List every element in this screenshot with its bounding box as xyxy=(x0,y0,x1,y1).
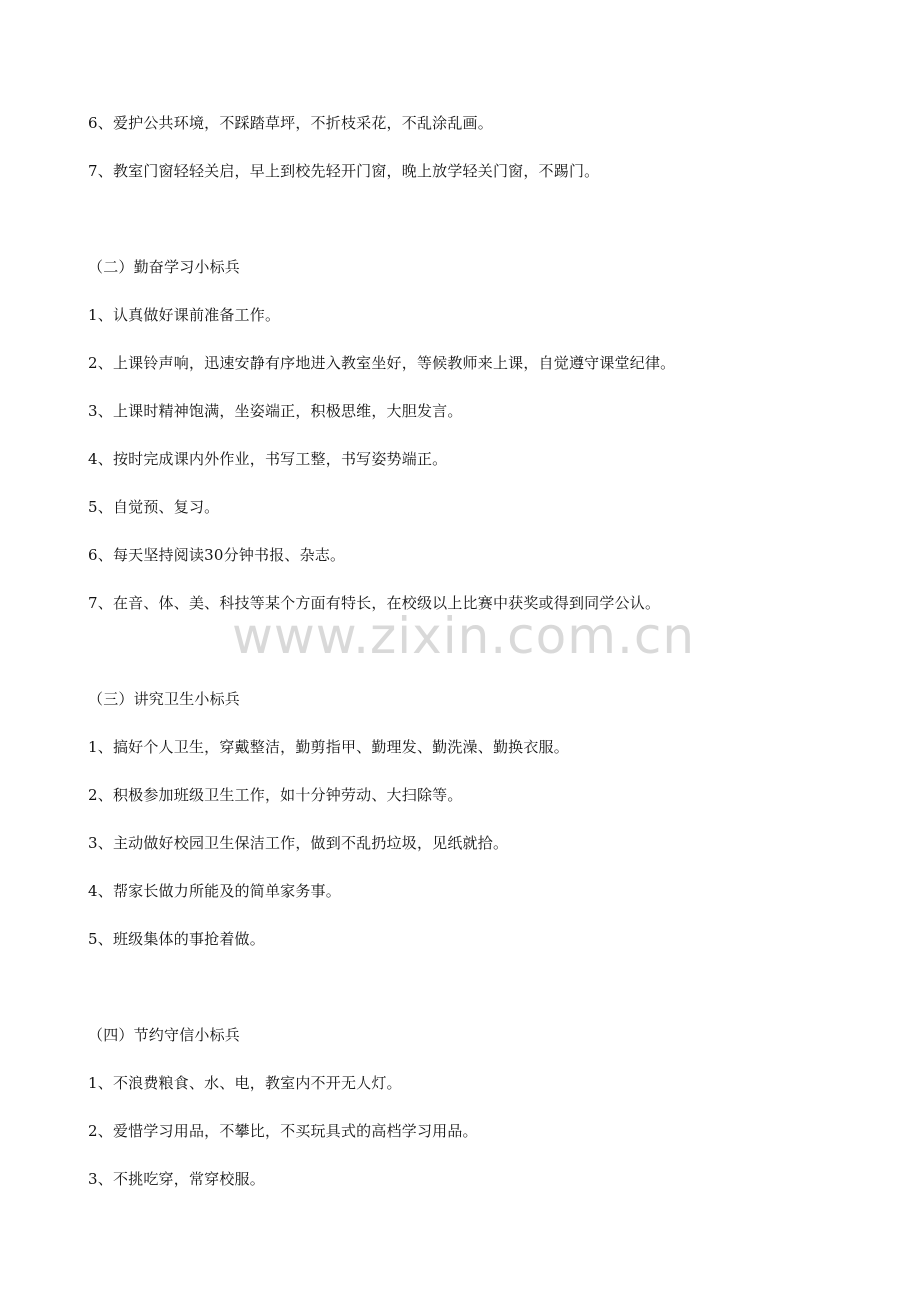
watermark: www.zixin.com.cn xyxy=(232,607,696,665)
rule-item: 7、教室门窗轻轻关启，早上到校先轻开门窗，晚上放学轻关门窗，不踢门。 xyxy=(88,162,600,180)
rule-item: 2、爱惜学习用品，不攀比，不买玩具式的高档学习用品。 xyxy=(88,1122,478,1140)
rule-item: 3、上课时精神饱满，坐姿端正，积极思维，大胆发言。 xyxy=(88,402,463,420)
rule-item: 6、每天坚持阅读30分钟书报、杂志。 xyxy=(88,546,346,564)
rule-item: 6、爱护公共环境，不踩踏草坪，不折枝采花，不乱涂乱画。 xyxy=(88,114,493,132)
rule-item: 1、认真做好课前准备工作。 xyxy=(88,306,281,324)
section-heading: （三）讲究卫生小标兵 xyxy=(88,690,241,708)
rule-item: 5、自觉预、复习。 xyxy=(88,498,220,516)
rule-item: 4、帮家长做力所能及的简单家务事。 xyxy=(88,882,341,900)
section-heading: （二）勤奋学习小标兵 xyxy=(88,258,241,276)
rule-item: 7、在音、体、美、科技等某个方面有特长，在校级以上比赛中获奖或得到同学公认。 xyxy=(88,594,661,612)
rule-item: 2、积极参加班级卫生工作，如十分钟劳动、大扫除等。 xyxy=(88,786,463,804)
rule-item: 1、不浪费粮食、水、电，教室内不开无人灯。 xyxy=(88,1074,402,1092)
rule-item: 3、主动做好校园卫生保洁工作，做到不乱扔垃圾，见纸就拾。 xyxy=(88,834,509,852)
rule-item: 4、按时完成课内外作业，书写工整，书写姿势端正。 xyxy=(88,450,448,468)
section-heading: （四）节约守信小标兵 xyxy=(88,1026,241,1044)
rule-item: 3、不挑吃穿，常穿校服。 xyxy=(88,1170,265,1188)
rule-item: 2、上课铃声响，迅速安静有序地进入教室坐好，等候教师来上课，自觉遵守课堂纪律。 xyxy=(88,354,676,372)
rule-item: 5、班级集体的事抢着做。 xyxy=(88,930,265,948)
rule-item: 1、搞好个人卫生，穿戴整洁，勤剪指甲、勤理发、勤洗澡、勤换衣服。 xyxy=(88,738,569,756)
